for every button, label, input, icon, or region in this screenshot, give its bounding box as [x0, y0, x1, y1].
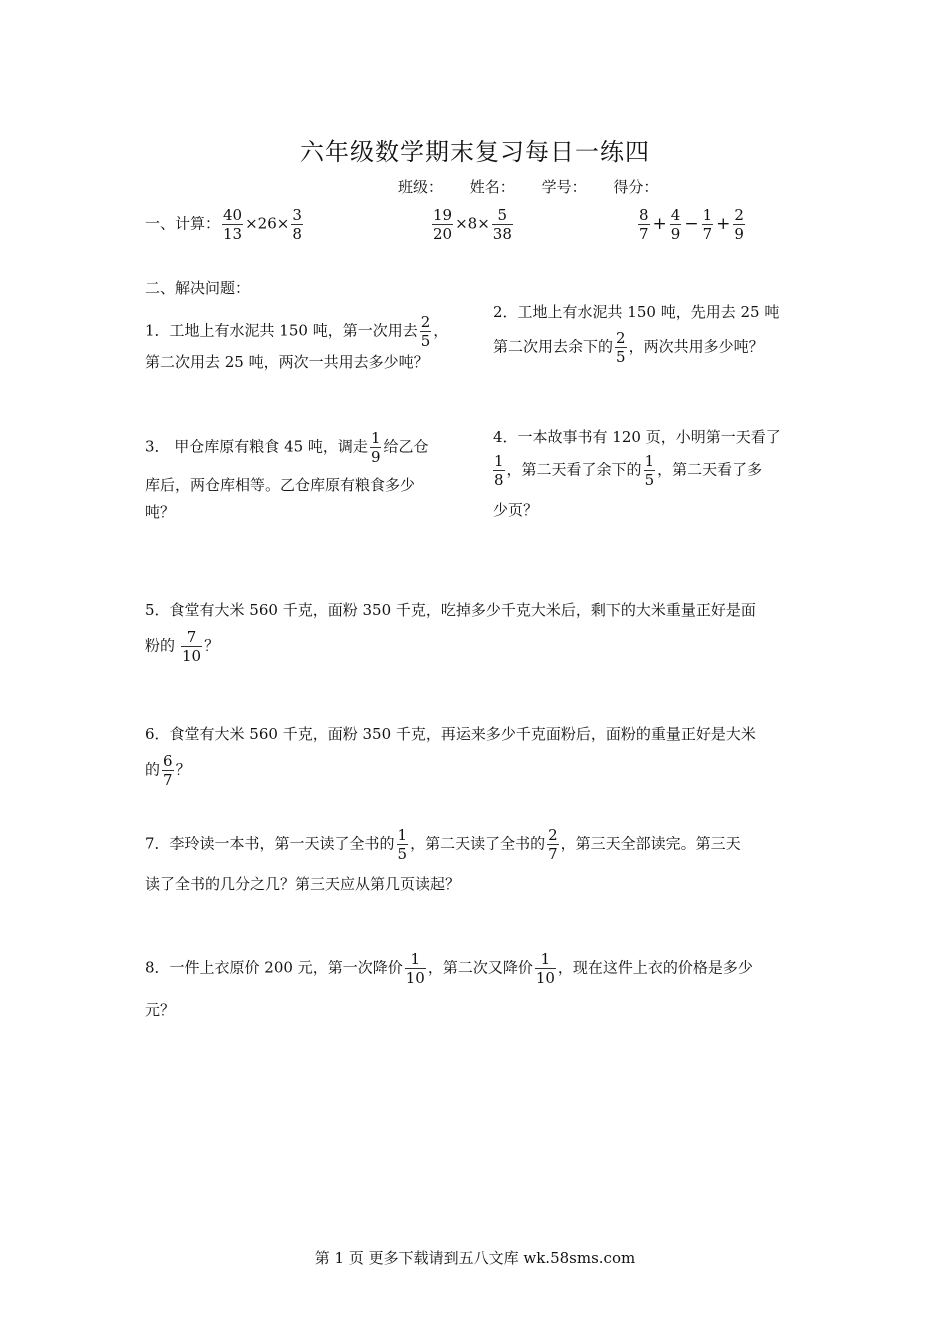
question-2: 2．工地上有水泥共 150 吨，先用去 25 吨 — [493, 303, 780, 321]
fraction: $\frac{7}{10}$ — [182, 628, 202, 665]
fraction: $\frac{2}{7}$ — [548, 826, 558, 863]
page-title: 六年级数学期末复习每日一练四 — [300, 138, 650, 166]
fraction: $\frac{19}{20}$ — [433, 206, 453, 243]
expr-text: ×8× — [455, 214, 490, 233]
q8-text: 8．一件上衣原价 200 元，第一次降价 — [145, 958, 403, 977]
q2-text-end: ，两次共用多少吨？ — [628, 337, 764, 356]
calc-expr-3 — [636, 206, 747, 243]
fraction: $\frac{5}{38}$ — [492, 206, 512, 243]
q5-text-end: ？ — [204, 636, 220, 655]
q7-text-mid: ，第二天读了全书的 — [410, 834, 546, 853]
fraction: $\frac{1}{9}$ — [370, 429, 381, 466]
q7-text-end: ，第三天全部读完。第三天 — [560, 834, 741, 853]
name-label: 姓名： — [469, 178, 515, 196]
question-5-line2 — [145, 628, 219, 665]
fraction: $\frac{4}{9}$ — [670, 206, 681, 243]
number-label: 学号： — [541, 178, 587, 196]
question-8 — [145, 950, 753, 987]
q4-text-end: ，第二天看了多 — [657, 460, 763, 479]
question-5: 5．食堂有大米 560 千克，面粉 350 千克，吃掉多少千克大米后，剩下的大米重量正好是面 — [145, 601, 756, 619]
score-label: 得分： — [613, 178, 659, 196]
question-3-line3: 吨？ — [145, 503, 176, 521]
q5-text: 粉的 — [145, 636, 176, 655]
q3-text: 3． 甲仓库原有粮食 45 吨，调走 — [145, 437, 368, 456]
expr-text: ×26× — [245, 214, 290, 233]
question-6: 6．食堂有大米 560 千克，面粉 350 千克，再运来多少千克面粉后，面粉的重量正好是大米 — [145, 725, 756, 743]
section1-label: 一、计算： — [145, 214, 221, 233]
minus-operator: − — [684, 213, 699, 234]
q3-text-end: 给乙仓 — [383, 437, 429, 456]
page-footer: 第 1 页 更多下载请到五八文库 wk.58sms.com — [314, 1249, 636, 1267]
q7-text: 7．李玲读一本书，第一天读了全书的 — [145, 834, 395, 853]
fraction: $\frac{1}{8}$ — [494, 452, 504, 489]
fraction: $\frac{1}{7}$ — [702, 206, 713, 243]
fraction: $\frac{1}{10}$ — [535, 950, 555, 987]
fraction: $\frac{2}{5}$ — [616, 329, 626, 366]
q8-text-end: ，现在这件上衣的价格是多少 — [557, 958, 753, 977]
question-4: 4．一本故事书有 120 页，小明第一天看了 — [493, 428, 781, 446]
class-label: 班级： — [398, 178, 444, 196]
fraction: $\frac{40}{13}$ — [223, 206, 243, 243]
plus-operator: + — [652, 213, 667, 234]
fraction: $\frac{8}{7}$ — [639, 206, 649, 243]
plus-operator: + — [716, 213, 731, 234]
section2-label: 二、解决问题： — [145, 279, 251, 297]
question-1-line2: 第二次用去 25 吨，两次一共用去多少吨？ — [145, 353, 429, 371]
q1-text-end: ， — [433, 321, 449, 340]
question-3 — [145, 429, 429, 466]
fraction: $\frac{1}{5}$ — [397, 826, 408, 863]
student-info — [398, 176, 680, 197]
question-7-line2: 读了全书的几分之几？第三天应从第几页读起？ — [145, 875, 461, 893]
question-4-line3: 少页？ — [493, 501, 539, 519]
fraction: $\frac{6}{7}$ — [163, 752, 173, 789]
calc-row-1 — [145, 206, 305, 243]
q8-text-mid: ，第二次又降价 — [427, 958, 533, 977]
fraction: $\frac{2}{9}$ — [734, 206, 744, 243]
question-3-line2: 库后，两仓库相等。乙仓库原有粮食多少 — [145, 476, 416, 494]
question-7 — [145, 826, 741, 863]
question-8-line2: 元？ — [145, 1001, 176, 1019]
q6-text-end: ？ — [175, 760, 191, 779]
q6-text: 的 — [145, 760, 161, 779]
fraction: $\frac{1}{10}$ — [405, 950, 425, 987]
fraction: $\frac{3}{8}$ — [292, 206, 302, 243]
fraction: $\frac{2}{5}$ — [420, 313, 431, 350]
q4-text: ，第二天看了余下的 — [506, 460, 642, 479]
calc-expr-2 — [430, 206, 515, 243]
question-6-line2 — [145, 752, 191, 789]
question-1 — [145, 313, 448, 350]
q2-text: 第二次用去余下的 — [493, 337, 614, 356]
fraction: $\frac{1}{5}$ — [644, 452, 655, 489]
question-2-line2 — [493, 329, 764, 366]
q1-text: 1．工地上有水泥共 150 吨，第一次用去 — [145, 321, 418, 340]
question-4-line2 — [491, 452, 762, 489]
